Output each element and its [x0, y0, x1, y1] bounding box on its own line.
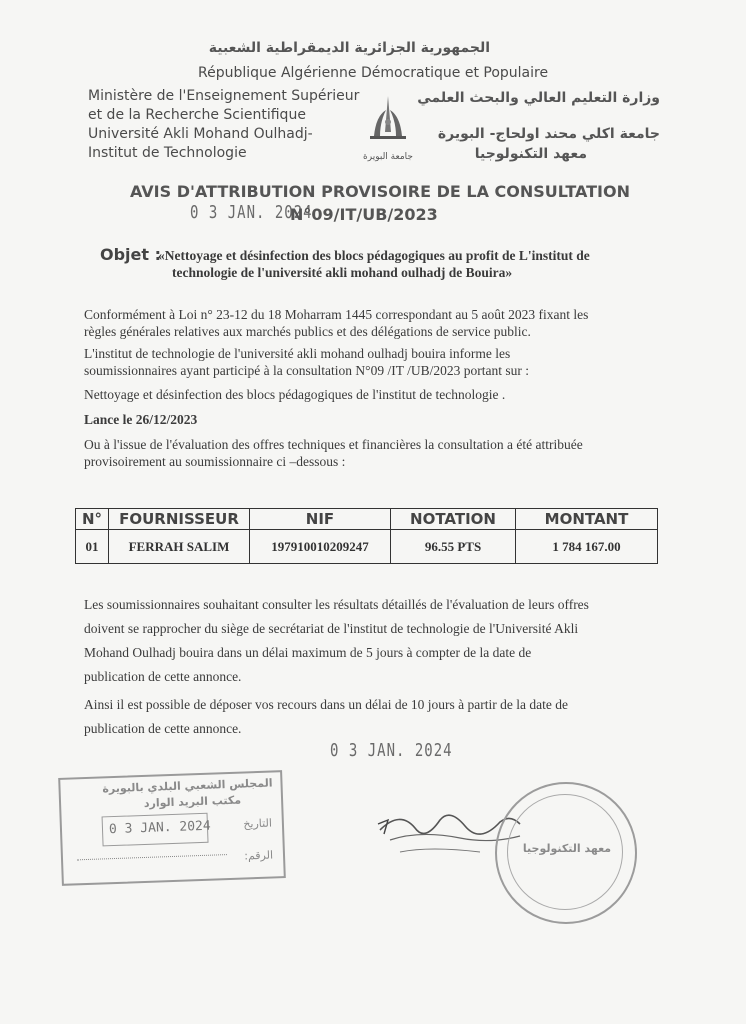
paragraph-4-line-1: Ou à l'issue de l'évaluation des offres techniques et financières la consultation a été attribuée	[84, 437, 583, 452]
objet-label: Objet :	[100, 245, 162, 264]
footer-line-2: doivent se rapprocher du siège de secrétariat de l'institut de technologie de l'Université Akli	[84, 621, 579, 636]
university-logo-icon	[362, 92, 414, 154]
objet-line-2: technologie de l'université akli mohand oulhadj de Bouira»	[172, 265, 513, 280]
header-nif: NIF	[250, 509, 391, 530]
cell-amount: 1 784 167.00	[516, 530, 658, 564]
cell-supplier: FERRAH SALIM	[109, 530, 250, 564]
institute-name: Institut de Technologie	[88, 145, 247, 161]
launch-date: Lance le 26/12/2023	[84, 412, 198, 427]
paragraph-1-line-2: règles générales relatives aux marchés publics et des délégations de service public.	[84, 324, 531, 339]
objet-line-1: «Nettoyage et désinfection des blocs pédagogiques au profit de L'institut de	[158, 248, 590, 263]
university-arabic: جامعة اكلي محند اولحاج- البويرة	[437, 126, 660, 142]
page-title: AVIS D'ATTRIBUTION PROVISOIRE DE LA CONSULTATION	[130, 182, 630, 201]
stamp-office-line-1: المجلس الشعبي البلدي بالبويرة	[102, 776, 273, 796]
ministry-line-1: Ministère de l'Enseignement Supérieur	[88, 88, 360, 104]
header-number: N°	[76, 509, 109, 530]
stamp-date: 0 3 JAN. 2024	[108, 818, 211, 838]
university-logo	[362, 92, 414, 154]
paragraph-2-line-2: soumissionnaires ayant participé à la consultation N°09 /IT /UB/2023 portant sur :	[84, 363, 529, 378]
footer-line-4: publication de cette annonce.	[84, 669, 242, 684]
footer-line-5: Ainsi il est possible de déposer vos recours dans un délai de 10 jours à partir de la date de	[84, 697, 568, 712]
ministry-line-2: et de la Recherche Scientifique	[88, 107, 306, 123]
cell-score: 96.55 PTS	[391, 530, 516, 564]
university-name: Université Akli Mohand Oulhadj-	[88, 126, 313, 142]
footer-line-3: Mohand Oulhadj bouira dans un délai maximum de 5 jours à compter de la date de	[84, 645, 532, 660]
header-score: NOTATION	[391, 509, 516, 530]
republic-french: République Algérienne Démocratique et Populaire	[198, 65, 549, 81]
stamp-date-box	[102, 813, 209, 847]
header-supplier: FOURNISSEUR	[109, 509, 250, 530]
institute-arabic: معهد التكنولوجيا	[474, 146, 587, 162]
reception-stamp	[58, 770, 286, 886]
stamp-number-dots	[77, 854, 227, 860]
paragraph-2-line-1: L'institut de technologie de l'université akli mohand oulhadj bouira informe les	[84, 346, 511, 361]
round-seal-text: معهد التكنولوجيا	[522, 842, 612, 855]
footer-line-1: Les soumissionnaires souhaitant consulter les résultats détaillés de l'évaluation de leurs offres	[84, 597, 589, 612]
stamp-date-label: التاريخ	[243, 816, 273, 831]
logo-caption: جامعة البويرة	[363, 152, 413, 162]
paragraph-3: Nettoyage et désinfection des blocs pédagogiques de l'institut de technologie .	[84, 387, 506, 402]
header-amount: MONTANT	[516, 509, 658, 530]
footer-date-stamp: 0 3 JAN. 2024	[330, 741, 453, 761]
results-table	[75, 508, 658, 564]
table-row	[76, 530, 658, 564]
table-header-row	[76, 509, 658, 530]
cell-number: 01	[76, 530, 109, 564]
ministry-arabic: وزارة التعليم العالي والبحث العلمي	[417, 90, 660, 106]
paragraph-1-line-1: Conformément à Loi n° 23-12 du 18 Moharram 1445 correspondant au 5 août 2023 fixant les	[84, 307, 589, 322]
stamp-office-line-2: مكتب البريد الوارد	[143, 793, 242, 810]
republic-arabic: الجمهورية الجزائرية الديمقراطية الشعبية	[208, 40, 490, 56]
cell-nif: 197910010209247	[250, 530, 391, 564]
round-seal	[495, 782, 637, 924]
footer-line-6: publication de cette annonce.	[84, 721, 242, 736]
consultation-number: N°09/IT/UB/2023	[290, 205, 438, 224]
paragraph-4-line-2: provisoirement au soumissionnaire ci –dessous :	[84, 454, 346, 469]
stamp-number-label: الرقم:	[244, 848, 274, 863]
title-date-stamp: 0 3 JAN. 2024	[190, 203, 313, 223]
